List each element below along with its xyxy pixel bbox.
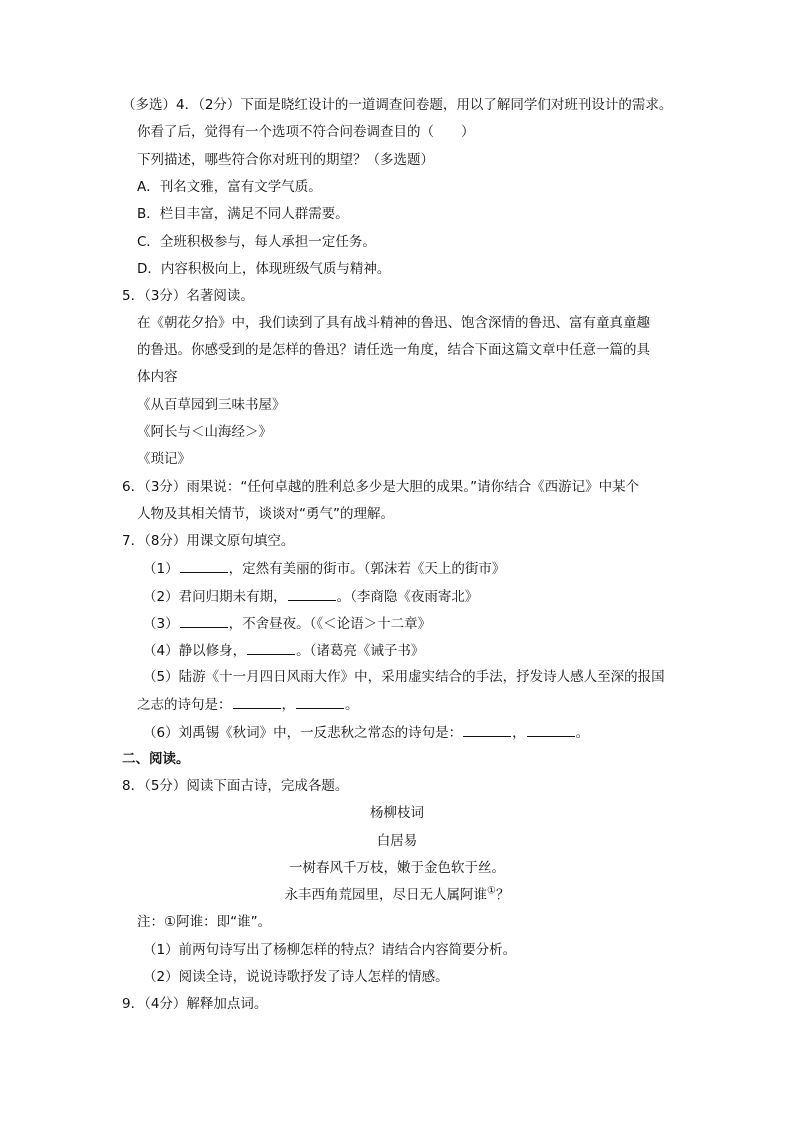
q7-item-6-comma: ， — [512, 725, 526, 741]
q4-option-d: D．内容积极向上，体现班级气质与精神。 — [137, 261, 391, 277]
q7-item-4 — [143, 640, 424, 660]
poem-note: 注：①阿谁：即“谁”。 — [137, 914, 272, 930]
q7-item-2 — [143, 586, 478, 606]
answer-blank[interactable] — [233, 694, 281, 709]
q7-item-1 — [143, 558, 505, 578]
q5-book-3: 《琐记》 — [137, 451, 191, 467]
answer-blank[interactable] — [527, 722, 575, 737]
q5-text-line1: 在《朝花夕拾》中，我们读到了具有战斗精神的鲁迅、饱含深情的鲁迅、富有童真童趣 — [137, 315, 650, 331]
q7-item-6 — [143, 722, 589, 742]
q7-item-5-line1: （5）陆游《十一月四日风雨大作》中，采用虚实结合的手法，抒发诗人感人至深的报国 — [143, 669, 665, 685]
q7-item-6-period: 。 — [575, 725, 590, 741]
q7-heading: 7．（8分）用课文原句填空。 — [122, 533, 295, 549]
answer-blank[interactable] — [288, 586, 336, 601]
q5-book-1: 《从百草园到三味书屋》 — [137, 397, 286, 413]
q7-item-5-line2 — [137, 694, 359, 714]
q7-item-1-suffix: ，定然有美丽的街市。（郭沫若《天上的街市》 — [228, 561, 506, 577]
q7-item-6-prefix: （6）刘禹锡《秋词》中，一反悲秋之常态的诗句是： — [143, 725, 463, 741]
q4-line2: 你看了后，觉得有一个选项不符合问卷调查目的（ ） — [137, 124, 475, 140]
q9-heading: 9．（4分）解释加点词。 — [122, 996, 268, 1012]
q7-item-4-suffix: 。（诸葛亮《诫子书》 — [296, 643, 425, 659]
q4-option-c: C．全班积极参与，每人承担一定任务。 — [137, 234, 376, 250]
poem-line-1: 一树春风千万枝，嫩于金色软于丝。 — [289, 860, 505, 876]
q7-item-3-suffix: ，不舍昼夜。（《＜论语＞十二章》 — [228, 616, 432, 632]
q7-item-5-prefix: 之志的诗句是： — [137, 697, 232, 713]
q4-option-b: B．栏目丰富，满足不同人群需要。 — [137, 206, 349, 222]
q5-book-2: 《阿长与＜山海经＞》 — [137, 424, 272, 440]
answer-blank[interactable] — [247, 640, 295, 655]
answer-blank[interactable] — [463, 722, 511, 737]
answer-blank[interactable] — [296, 694, 344, 709]
q6-line2: 人物及其相关情节，谈谈对“勇气”的理解。 — [137, 506, 394, 522]
q7-item-2-suffix: 。（李商隐《夜雨寄北》 — [336, 589, 479, 605]
q7-item-2-prefix: （2）君问归期未有期， — [143, 589, 287, 605]
q7-item-3-prefix: （3） — [143, 616, 179, 632]
poem-title: 杨柳枝词 — [370, 805, 424, 821]
q7-item-5-comma: ， — [281, 697, 295, 713]
answer-blank[interactable] — [180, 558, 228, 573]
q4-option-a: A．刊名文雅，富有文学气质。 — [137, 179, 322, 195]
q7-item-1-prefix: （1） — [143, 561, 179, 577]
poem-line-2-end: ？ — [495, 887, 510, 903]
q7-item-4-prefix: （4）静以修身， — [143, 643, 247, 659]
q8-heading: 8．（5分）阅读下面古诗，完成各题。 — [122, 778, 349, 794]
q7-item-5-period: 。 — [345, 697, 359, 713]
q4-line3: 下列描述，哪些符合你对班刊的期望？（多选题） — [137, 152, 434, 168]
footnote-marker: ① — [487, 885, 496, 897]
poem-line-2 — [0, 885, 794, 905]
q5-text-line3: 体内容 — [137, 369, 178, 385]
poem-author: 白居易 — [376, 833, 418, 849]
q8-subquestion-2: （2）阅读全诗，说说诗歌抒发了诗人怎样的情感。 — [143, 969, 449, 985]
poem-line-2-text: 永丰西角荒园里，尽日无人属阿谁 — [284, 887, 488, 903]
q5-text-line2: 的鲁迅。你感受到的是怎样的鲁迅？请任选一角度，结合下面这篇文章中任意一篇的具 — [137, 342, 650, 358]
q4-line1: （多选）4．（2分）下面是晓红设计的一道调查问卷题，用以了解同学们对班刊设计的需求。 — [122, 97, 673, 113]
q6-line1: 6．（3分）雨果说：“任何卓越的胜利总多少是大胆的成果。”请你结合《西游记》中某个 — [122, 479, 640, 495]
q8-subquestion-1: （1）前两句诗写出了杨柳怎样的特点？请结合内容简要分析。 — [143, 942, 517, 958]
answer-blank[interactable] — [180, 613, 228, 628]
q7-item-3 — [143, 613, 431, 633]
section-heading-reading: 二、阅读。 — [122, 751, 190, 767]
q5-heading: 5．（3分）名著阅读。 — [122, 288, 254, 304]
